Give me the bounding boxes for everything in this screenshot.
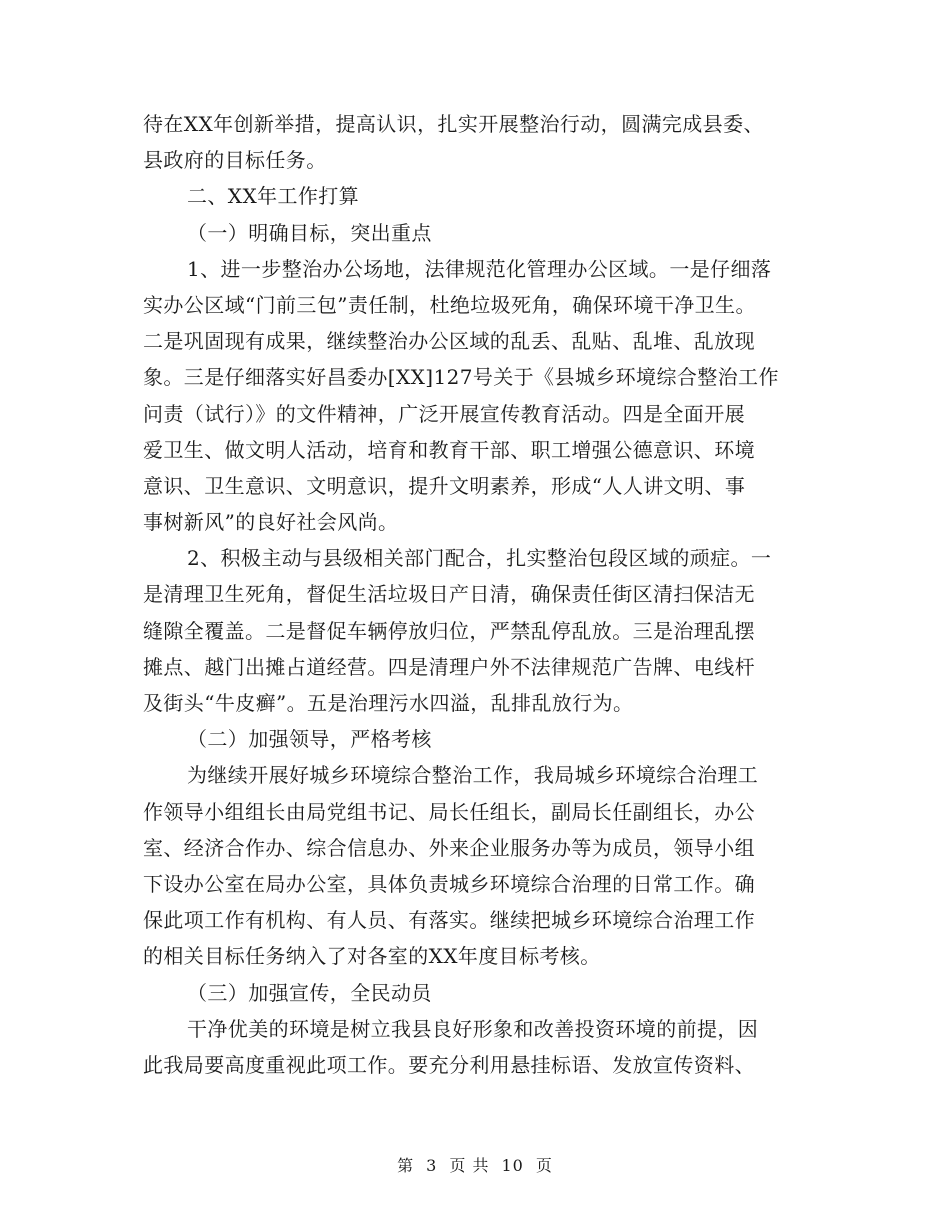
paragraph-first-line: 2、积极主动与县级相关部门配合，扎实整治包段区域的顽症。一 <box>187 546 772 571</box>
total-pages-number: 10 <box>501 1156 524 1175</box>
text-line: 是清理卫生死角，督促生活垃圾日产日清，确保责任街区清扫保洁无 <box>143 582 755 607</box>
paragraph-first-line: 为继续开展好城乡环境综合整治工作，我局城乡环境综合治理工 <box>187 763 759 788</box>
text-line: 缝隙全覆盖。二是督促车辆停放归位，严禁乱停乱放。三是治理乱摆 <box>143 618 755 643</box>
text-line: 作领导小组组长由局党组书记、局长任组长，副局长任副组长，办公 <box>143 799 755 824</box>
subsection-heading: （二）加强领导，严格考核 <box>187 727 432 752</box>
text-line: 爱卫生、做文明人活动，培育和教育干部、职工增强公德意识、环境 <box>143 437 755 462</box>
text-line: 的相关目标任务纳入了对各室的XX年度目标考核。 <box>143 944 601 969</box>
paragraph-first-line: 干净优美的环境是树立我县良好形象和改善投资环境的前提，因 <box>187 1016 759 1041</box>
page-footer <box>0 1153 950 1176</box>
subsection-heading: （一）明确目标，突出重点 <box>187 220 432 245</box>
page-label-prefix: 第 <box>397 1156 415 1175</box>
current-page-number: 3 <box>426 1156 438 1175</box>
text-line: 实办公区域“门前三包”责任制，杜绝垃圾死角，确保环境干净卫生。 <box>143 292 756 317</box>
text-line: 室、经济合作办、综合信息办、外来企业服务办等为成员，领导小组 <box>143 835 755 860</box>
text-line: 事树新风”的良好社会风尚。 <box>143 510 399 535</box>
text-line: 二是巩固现有成果，继续整治办公区域的乱丢、乱贴、乱堆、乱放现 <box>143 329 755 354</box>
text-line: 下设办公室在局办公室，具体负责城乡环境综合治理的日常工作。确 <box>143 871 755 896</box>
page-label-mid: 页 共 <box>449 1156 490 1175</box>
text-line: 保此项工作有机构、有人员、有落实。继续把城乡环境综合治理工作 <box>143 908 755 933</box>
text-line: 及街头“牛皮癣”。五是治理污水四溢，乱排乱放行为。 <box>143 691 634 715</box>
document-body <box>143 106 803 1083</box>
text-line: 摊点、越门出摊占道经营。四是清理户外不法律规范广告牌、电线杆 <box>143 654 755 679</box>
paragraph-first-line: 1、进一步整治办公场地，法律规范化管理办公区域。一是仔细落 <box>187 256 772 281</box>
text-line: 待在XX年创新举措，提高认识，扎实开展整治行动，圆满完成县委、 <box>143 112 764 136</box>
text-line: 意识、卫生意识、文明意识，提升文明素养，形成“人人讲文明、事 <box>143 473 746 498</box>
text-line: 此我局要高度重视此项工作。要充分利用悬挂标语、发放宣传资料、 <box>143 1052 755 1077</box>
text-line: 象。三是仔细落实好昌委办[XX]127号关于《县城乡环境综合整治工作 <box>143 365 779 390</box>
text-line: 问责（试行）》的文件精神，广泛开展宣传教育活动。四是全面开展 <box>143 401 745 426</box>
subsection-heading: （三）加强宣传，全民动员 <box>187 980 432 1005</box>
page-label-suffix: 页 <box>535 1156 553 1175</box>
text-line: 县政府的目标任务。 <box>143 148 327 173</box>
section-heading: 二、XX年工作打算 <box>187 184 360 209</box>
